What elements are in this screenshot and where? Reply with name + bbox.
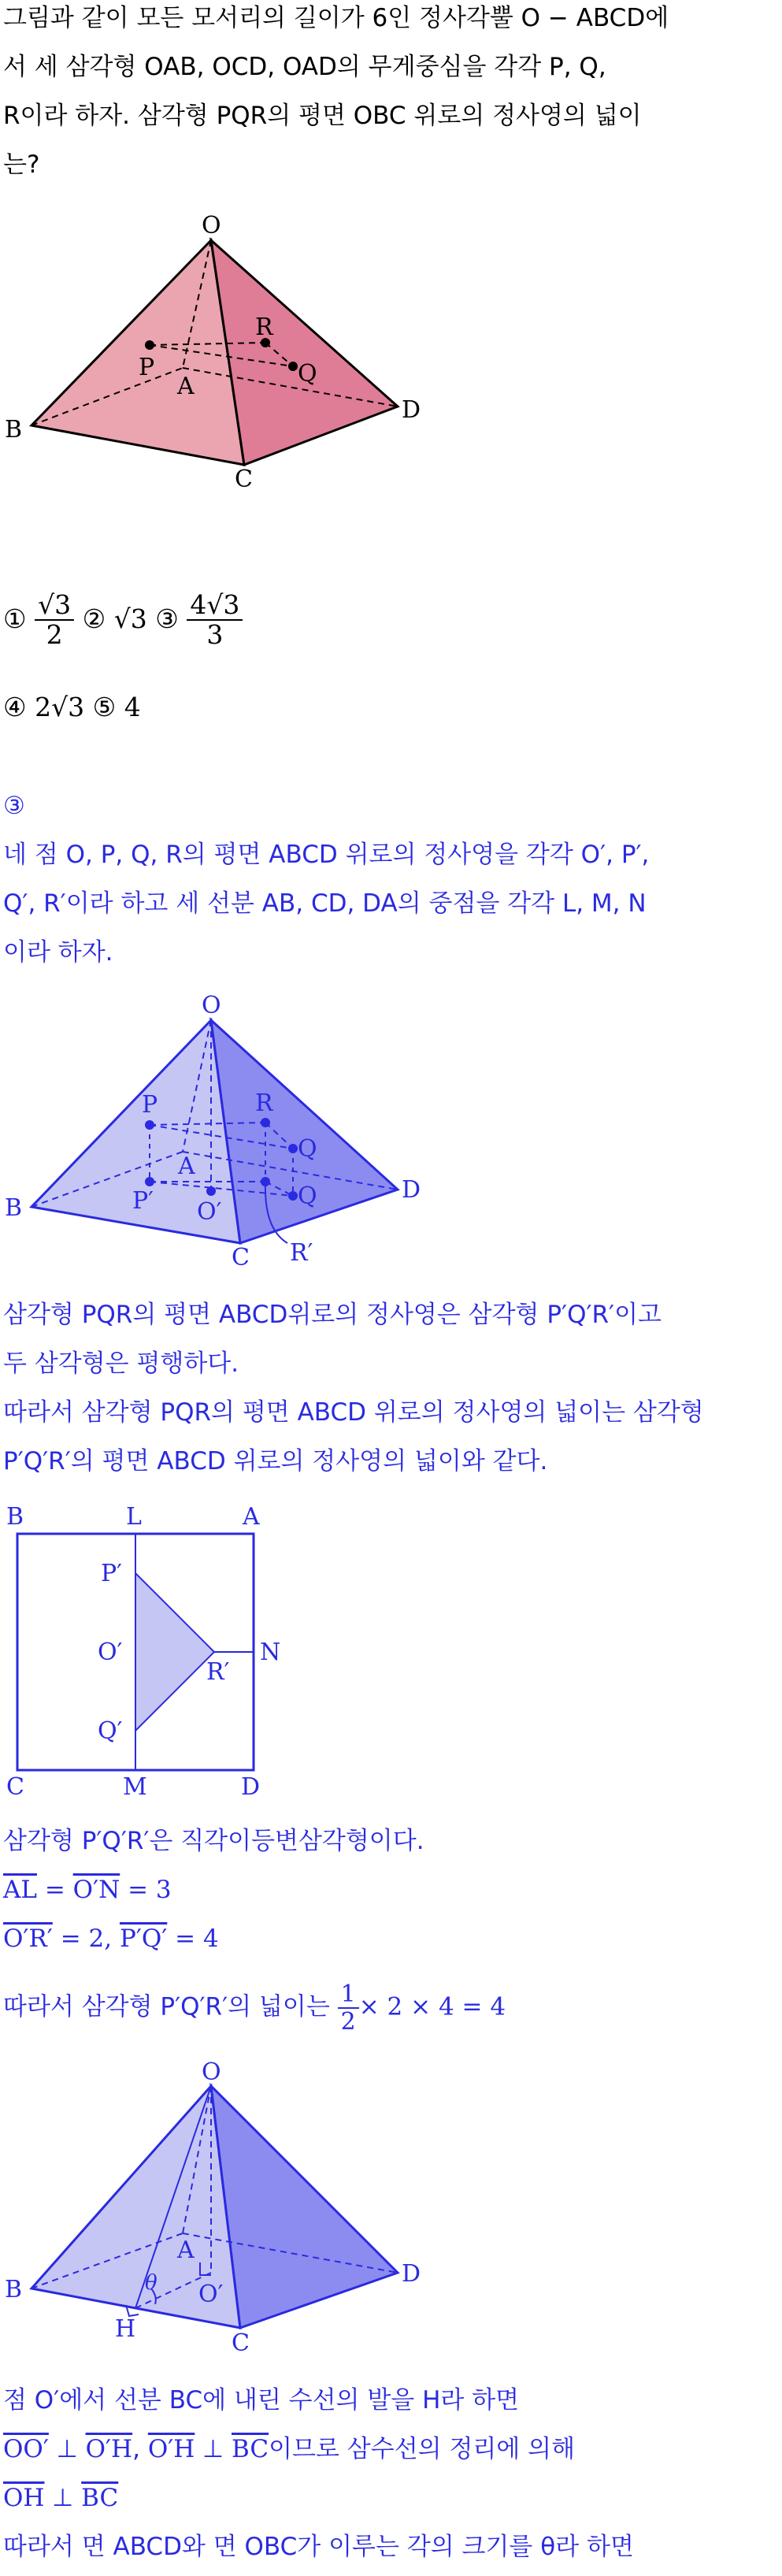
choice-5-mark[interactable]: ⑤ — [92, 692, 117, 722]
label-h: H — [115, 2315, 136, 2343]
label-p: P — [139, 354, 155, 381]
choice-4-value[interactable]: 2√3 — [35, 692, 85, 722]
answer-line-3: 이라 하자. — [3, 938, 113, 967]
label-a: A — [177, 2236, 195, 2264]
choice-2-mark[interactable]: ② — [82, 603, 106, 634]
para4-line-3: $\overline{OH}$ ⊥ $\overline{BC}$ — [3, 2484, 119, 2512]
label-o-prime: O′ — [198, 2281, 224, 2308]
label-b: B — [6, 1503, 24, 1531]
label-m: M — [123, 1773, 147, 1801]
choices-row-2 — [3, 693, 141, 722]
segment-or: O′R′ — [3, 1925, 53, 1953]
label-q-prime: Q — [298, 1182, 317, 1210]
label-a: A — [178, 1153, 195, 1180]
label-c: C — [232, 2329, 250, 2357]
segment-oo: OO′ — [3, 2435, 49, 2463]
label-a: A — [177, 373, 195, 400]
label-p: P — [142, 1091, 158, 1119]
label-d: D — [402, 1176, 421, 1204]
choice-5-value[interactable]: 4 — [124, 692, 141, 722]
problem-line-4: 는? — [3, 150, 40, 179]
para3-line-3: O′R′ = 2, P′Q′ = 4 — [3, 1925, 219, 1953]
label-c: C — [232, 1244, 250, 1271]
label-d: D — [402, 396, 421, 424]
para3-line-4: 따라서 삼각형 P′Q′R′의 넓이는 $\frac{1}{2}$ × 2 × 4 = 4 — [3, 1980, 506, 2036]
segment-on: O′N — [72, 1876, 120, 1904]
label-c: C — [6, 1773, 24, 1801]
problem-line-1: 그림과 같이 모든 모서리의 길이가 6인 정사각뿔 O − ABCD에 — [3, 4, 669, 32]
para4-line-4: 따라서 면 ABCD와 면 OBC가 이루는 각의 크기를 θ라 하면 — [3, 2533, 634, 2561]
para2-line-2: 두 삼각형은 평행하다. — [3, 1349, 239, 1378]
choice-2-value[interactable]: √3 — [113, 603, 147, 634]
label-o-prime: O′ — [98, 1639, 123, 1666]
label-d: D — [241, 1773, 261, 1801]
label-q-prime: Q′ — [98, 1717, 123, 1745]
problem-line-3: R이라 하자. 삼각형 PQR의 평면 OBC 위로의 정사영의 넓이 — [3, 102, 642, 130]
segment-al: $\overline{AL}$ — [3, 1876, 37, 1904]
figure-pyramid-3 — [0, 2056, 782, 2371]
segment-oh-3: $\overline{OH}$ — [3, 2484, 45, 2512]
choice-3-mark[interactable]: ③ — [155, 603, 179, 634]
label-o: O — [202, 212, 221, 239]
problem-line-2: 서 세 삼각형 OAB, OCD, OAD의 무게중심을 각각 P, Q, — [3, 53, 606, 81]
label-b: B — [5, 2276, 23, 2303]
choice-1-value[interactable]: $\frac{√3}{2}$ — [35, 591, 74, 650]
label-q: Q — [298, 1135, 317, 1163]
choice-1-mark[interactable]: ① — [3, 603, 27, 634]
label-a: A — [243, 1503, 260, 1531]
label-d: D — [402, 2260, 421, 2288]
choice-4-mark[interactable]: ④ — [3, 692, 27, 722]
segment-oh-1: O′H — [85, 2435, 133, 2463]
segment-pq: P′Q′ — [119, 1925, 168, 1953]
figure-square — [0, 1497, 782, 1804]
para4-line-2: OO′ ⊥ O′H, O′H ⊥ $\overline{BC}$이므로 삼수선의 정리에 의해 — [3, 2435, 576, 2463]
label-r: R — [255, 314, 273, 341]
para3-line-2: $\overline{AL} = O'N = 3$ — [3, 1876, 172, 1904]
label-p-prime: P′ — [132, 1187, 154, 1215]
label-c: C — [235, 466, 253, 493]
label-b: B — [5, 1194, 23, 1222]
answer-mark: ③ — [3, 792, 25, 820]
label-o: O — [202, 2058, 221, 2086]
segment-bc-2: $\overline{BC}$ — [81, 2484, 119, 2512]
label-o-prime: O′ — [197, 1198, 222, 1226]
label-l: L — [126, 1503, 142, 1531]
segment-oh-2: O′H — [147, 2435, 195, 2463]
para2-line-4: P′Q′R′의 평면 ABCD 위로의 정사영의 넓이와 같다. — [3, 1447, 548, 1475]
segment-bc-1: $\overline{BC}$ — [232, 2435, 269, 2463]
para2-line-1: 삼각형 PQR의 평면 ABCD위로의 정사영은 삼각형 P′Q′R′이고 — [3, 1301, 662, 1329]
para3-line-1: 삼각형 P′Q′R′은 직각이등변삼각형이다. — [3, 1827, 424, 1855]
answer-line-1: 네 점 O, P, Q, R의 평면 ABCD 위로의 정사영을 각각 O′, P′, — [3, 841, 650, 869]
label-r: R — [255, 1089, 273, 1117]
label-o: O — [202, 992, 221, 1019]
label-p-prime: P′ — [101, 1560, 122, 1587]
figure-pyramid-2 — [0, 981, 782, 1284]
choice-3-value[interactable]: $\frac{4√3}{3}$ — [187, 591, 243, 650]
para4-line-1: 점 O′에서 선분 BC에 내린 수선의 발을 H라 하면 — [3, 2386, 520, 2415]
label-theta: θ — [145, 2271, 158, 2295]
label-r-prime: R′ — [290, 1239, 313, 1267]
point-q — [288, 362, 298, 371]
label-n: N — [260, 1639, 281, 1666]
choices-row-1 — [3, 591, 243, 650]
point-p — [145, 340, 154, 350]
label-q: Q — [298, 360, 317, 388]
figure-pyramid-1 — [0, 205, 782, 496]
answer-line-2: Q′, R′이라 하고 세 선분 AB, CD, DA의 중점을 각각 L, M, N — [3, 889, 647, 918]
para2-line-3: 따라서 삼각형 PQR의 평면 ABCD 위로의 정사영의 넓이는 삼각형 — [3, 1398, 704, 1427]
label-b: B — [5, 416, 23, 444]
label-r-prime: R′ — [206, 1658, 230, 1686]
